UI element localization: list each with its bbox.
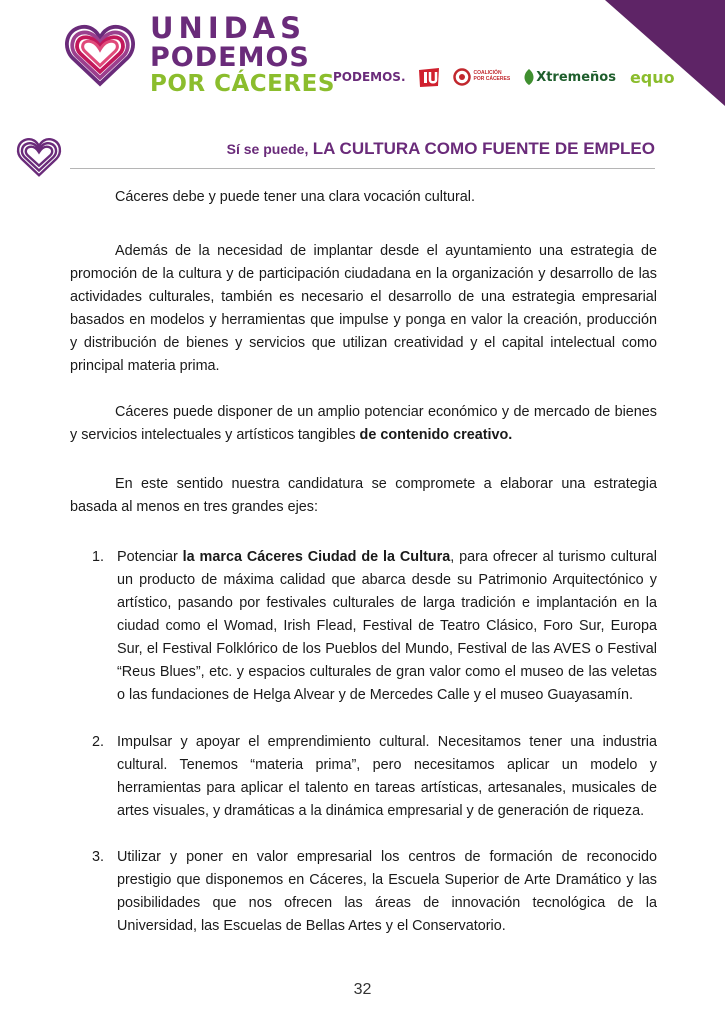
coalicion-line-1: COALICIÓN	[473, 70, 502, 77]
partner-coalicion	[452, 67, 511, 87]
paragraph-3-text	[70, 401, 657, 447]
list-number: 3.	[92, 849, 105, 865]
partner-equo: equo	[629, 67, 675, 87]
partner-podemos: PODEMOS.	[333, 70, 406, 84]
extremenos-label: Xtremeños	[536, 69, 616, 85]
list-item-text	[117, 546, 657, 707]
list-item-text: Utilizar y poner en valor empresarial los centros de formación de reconocido prestigio que disponemos en Cáceres, la Escuela Superior de Arte Dramático y las posibilidades que nos ofrecen las áreas de innovación tecnológica de la Universidad, las Escuelas de Bellas Artes y el Conservatorio.	[117, 849, 657, 934]
paragraph-2	[70, 240, 657, 378]
brand-line-3: POR CÁCERES	[150, 71, 335, 97]
list-number: 1.	[92, 549, 105, 565]
heart-logo-icon	[62, 17, 138, 93]
section-divider	[70, 168, 655, 169]
section-title	[227, 139, 655, 159]
list-number: 2.	[92, 734, 105, 750]
list-item-1	[70, 546, 657, 707]
list-item-text: Impulsar y apoyar el emprendimiento cultural. Necesitamos tener una industria cultural. Tenemos “materia prima”, pero necesitamos aplicar un modelo y herramientas para aplicar el talento en tareas artísticas, artesanales, musicales de artes visuales, y dramáticas a la dinámica empresarial y de generación de riqueza.	[117, 734, 657, 819]
partner-logos	[333, 64, 675, 90]
paragraph-2-text: Además de la necesidad de implantar desde el ayuntamiento una estrategia de promoción de la cultura y de participación ciudadana en la organización y desarrollo de las actividades culturales, también es necesario el desarrollo de una estrategia empresarial basados en modelos y herramientas que impulse y ponga en valor la creación, producción y distribución de bienes y servicios que utilizan creatividad y el capital intelectual como principal materia prima.	[70, 243, 657, 374]
iu-logo-icon	[416, 66, 442, 88]
extremenos-leaf-icon	[522, 68, 536, 86]
list-item-1-bold: la marca Cáceres Ciudad de la Cultura	[182, 549, 451, 565]
paragraph-4-text: En este sentido nuestra candidatura se compromete a elaborar una estrategia basada al menos en tres grandes ejes:	[70, 476, 657, 515]
paragraph-3	[70, 401, 657, 447]
list-item-1-rest: , para ofrecer al turismo cultural un producto de máxima calidad que abarca desde su Patrimonio Arquitectónico y artístico, pasando por festivales culturales de larga tradición e implantación en la ciudad como el Womad, Irish Flead, Festival de Teatro Clásico, Foro Sur, Europa Sur, el Festival Folklórico de los Pueblos del Mundo, Festival de las AVES o Festival “Reus Blues”, etc. y espacios culturales de gran valor como el museo de las veletas o las fundaciones de Helga Alvear y de Mercedes Calle y el museo Guayasamín.	[117, 549, 657, 703]
paragraph-1	[70, 186, 657, 209]
section-title-main: LA CULTURA COMO FUENTE DE EMPLEO	[312, 139, 655, 158]
coalicion-logo-icon	[452, 67, 472, 87]
partner-extremenos	[522, 68, 616, 86]
page-number: 32	[353, 981, 372, 998]
list-item-2	[70, 731, 657, 823]
paragraph-1-text: Cáceres debe y puede tener una clara vocación cultural.	[115, 189, 475, 205]
brand-wordmark	[150, 11, 335, 97]
brand-line-2: PODEMOS	[150, 42, 310, 73]
paragraph-3-main: Cáceres puede disponer de un amplio potenciar económico y de mercado de bienes y servicios intelectuales y artísticos tangibles	[70, 404, 657, 443]
section-title-prefix: Sí se puede,	[226, 141, 309, 157]
heart-outline-icon	[15, 133, 63, 181]
paragraph-4	[70, 473, 657, 519]
list-item-1-pre: Potenciar	[117, 549, 178, 565]
list-item-3	[70, 846, 657, 938]
brand-line-1: UNIDAS	[150, 11, 307, 45]
corner-decoration	[605, 0, 725, 106]
paragraph-3-bold: de contenido creativo.	[359, 427, 513, 443]
coalicion-line-2: POR CÁCERES	[473, 76, 511, 82]
